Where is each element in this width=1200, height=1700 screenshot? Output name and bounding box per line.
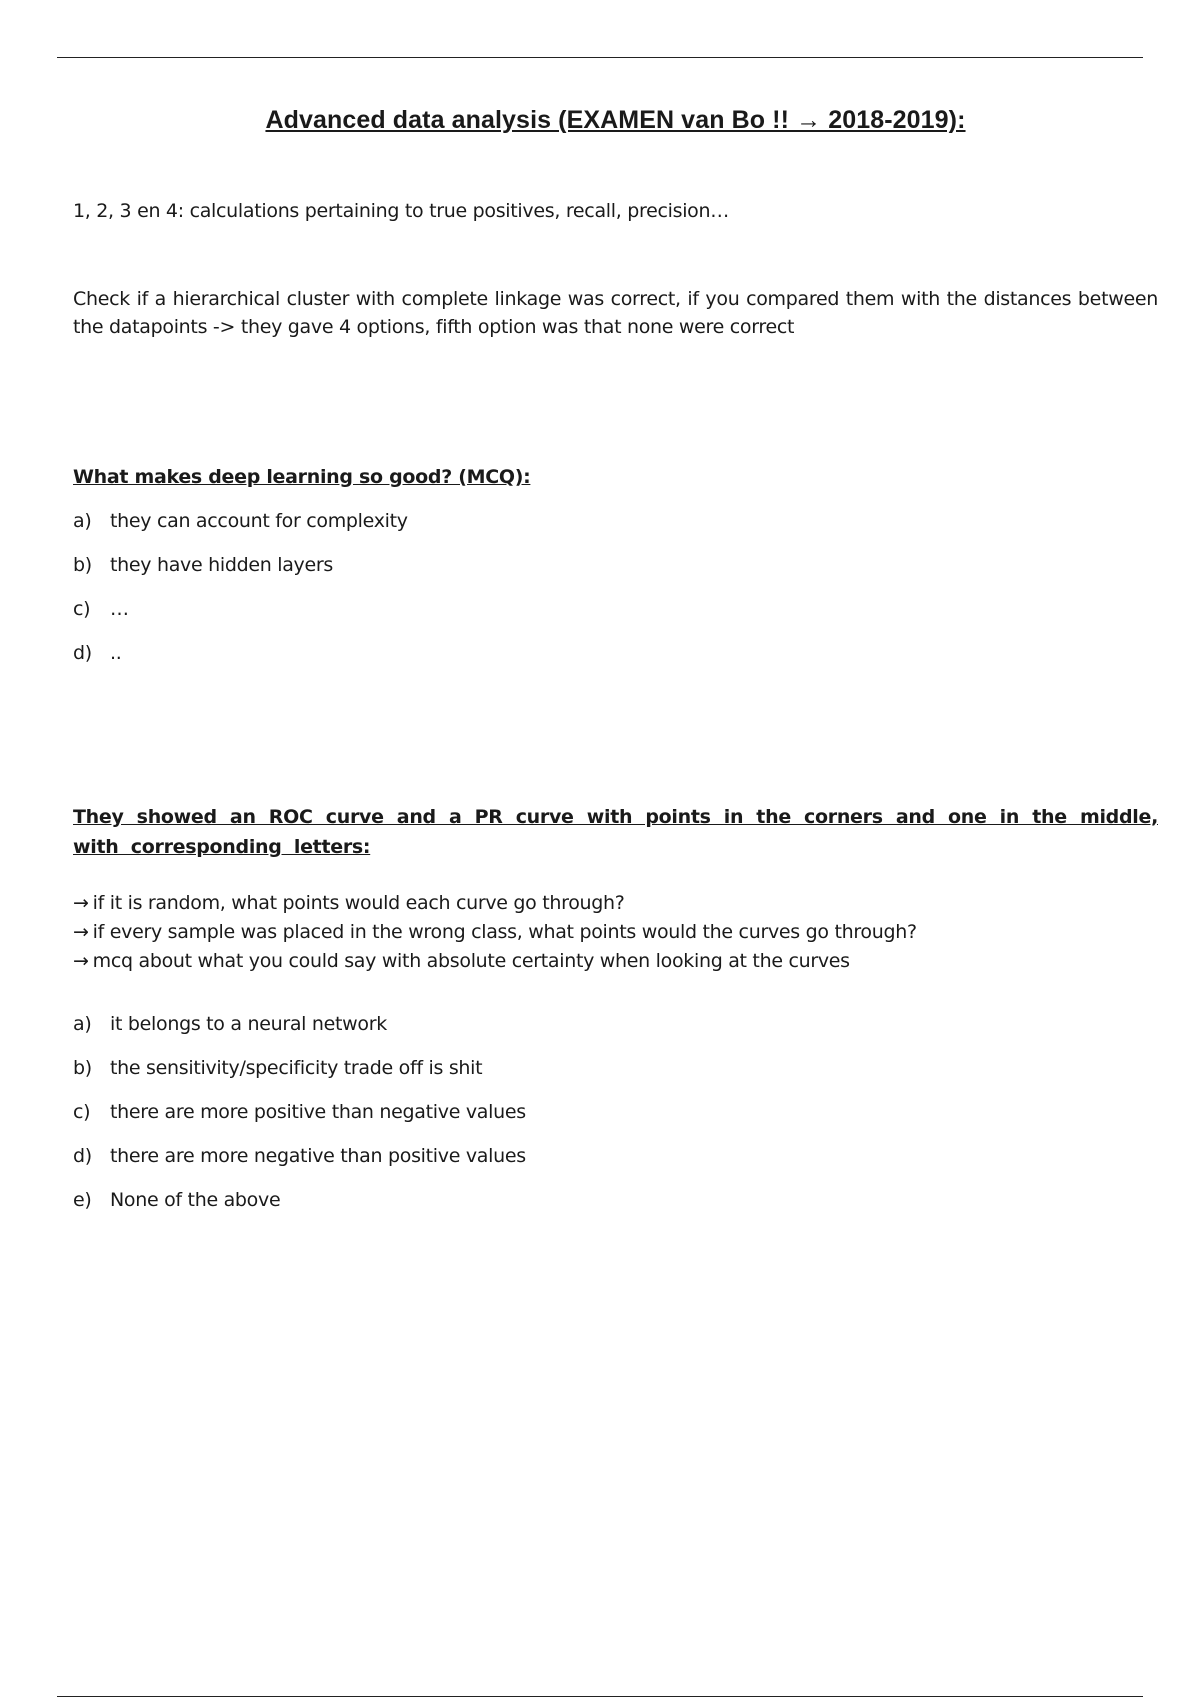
option-letter: c) bbox=[73, 598, 91, 620]
list-item bbox=[73, 918, 917, 947]
option-text: … bbox=[110, 598, 129, 620]
arrow-icon: → bbox=[73, 921, 89, 943]
footer-rule bbox=[57, 1696, 1143, 1697]
question-text: if every sample was placed in the wrong class, what points would the curves go through? bbox=[92, 921, 917, 943]
roc-pr-questions bbox=[73, 889, 917, 976]
option-letter: e) bbox=[73, 1189, 92, 1211]
option-letter: d) bbox=[73, 1145, 92, 1167]
option-text: they have hidden layers bbox=[110, 554, 334, 576]
arrow-icon: → bbox=[73, 892, 89, 914]
question-text: if it is random, what points would each curve go through? bbox=[92, 892, 625, 914]
option-letter: a) bbox=[73, 1013, 92, 1035]
roc-pr-heading: They showed an ROC curve and a PR curve with points in the corners and one in the middle, with corresponding letters: bbox=[73, 806, 1158, 858]
option-text: there are more negative than positive values bbox=[110, 1145, 526, 1167]
deep-learning-options bbox=[73, 507, 408, 683]
option-text: it belongs to a neural network bbox=[110, 1013, 387, 1035]
option-text: they can account for complexity bbox=[110, 510, 408, 532]
list-item bbox=[73, 595, 408, 639]
list-item bbox=[73, 947, 917, 976]
list-item bbox=[73, 1142, 526, 1186]
page-title: Advanced data analysis (EXAMEN van Bo !! → 2018-2019): bbox=[265, 106, 966, 134]
option-letter: b) bbox=[73, 554, 92, 576]
list-item bbox=[73, 639, 408, 683]
deep-learning-heading: What makes deep learning so good? (MCQ): bbox=[73, 466, 531, 488]
list-item bbox=[73, 551, 408, 595]
header-rule bbox=[57, 57, 1143, 58]
arrow-icon: → bbox=[73, 950, 89, 972]
list-item bbox=[73, 889, 917, 918]
list-item bbox=[73, 1098, 526, 1142]
intro-paragraph: 1, 2, 3 en 4: calculations pertaining to true positives, recall, precision… bbox=[73, 200, 729, 222]
option-letter: c) bbox=[73, 1101, 91, 1123]
option-letter: a) bbox=[73, 510, 92, 532]
option-text: None of the above bbox=[110, 1189, 281, 1211]
roc-pr-options bbox=[73, 1010, 526, 1230]
list-item bbox=[73, 507, 408, 551]
option-letter: b) bbox=[73, 1057, 92, 1079]
list-item bbox=[73, 1186, 526, 1230]
option-text: the sensitivity/specificity trade off is shit bbox=[110, 1057, 483, 1079]
option-letter: d) bbox=[73, 642, 92, 664]
option-text: .. bbox=[110, 642, 122, 664]
list-item bbox=[73, 1010, 526, 1054]
option-text: there are more positive than negative values bbox=[110, 1101, 526, 1123]
question-text: mcq about what you could say with absolute certainty when looking at the curves bbox=[92, 950, 850, 972]
list-item bbox=[73, 1054, 526, 1098]
cluster-question: Check if a hierarchical cluster with complete linkage was correct, if you compared them with the distances between the datapoints -> they gave 4 options, fifth option was that none were correct bbox=[73, 288, 1158, 338]
